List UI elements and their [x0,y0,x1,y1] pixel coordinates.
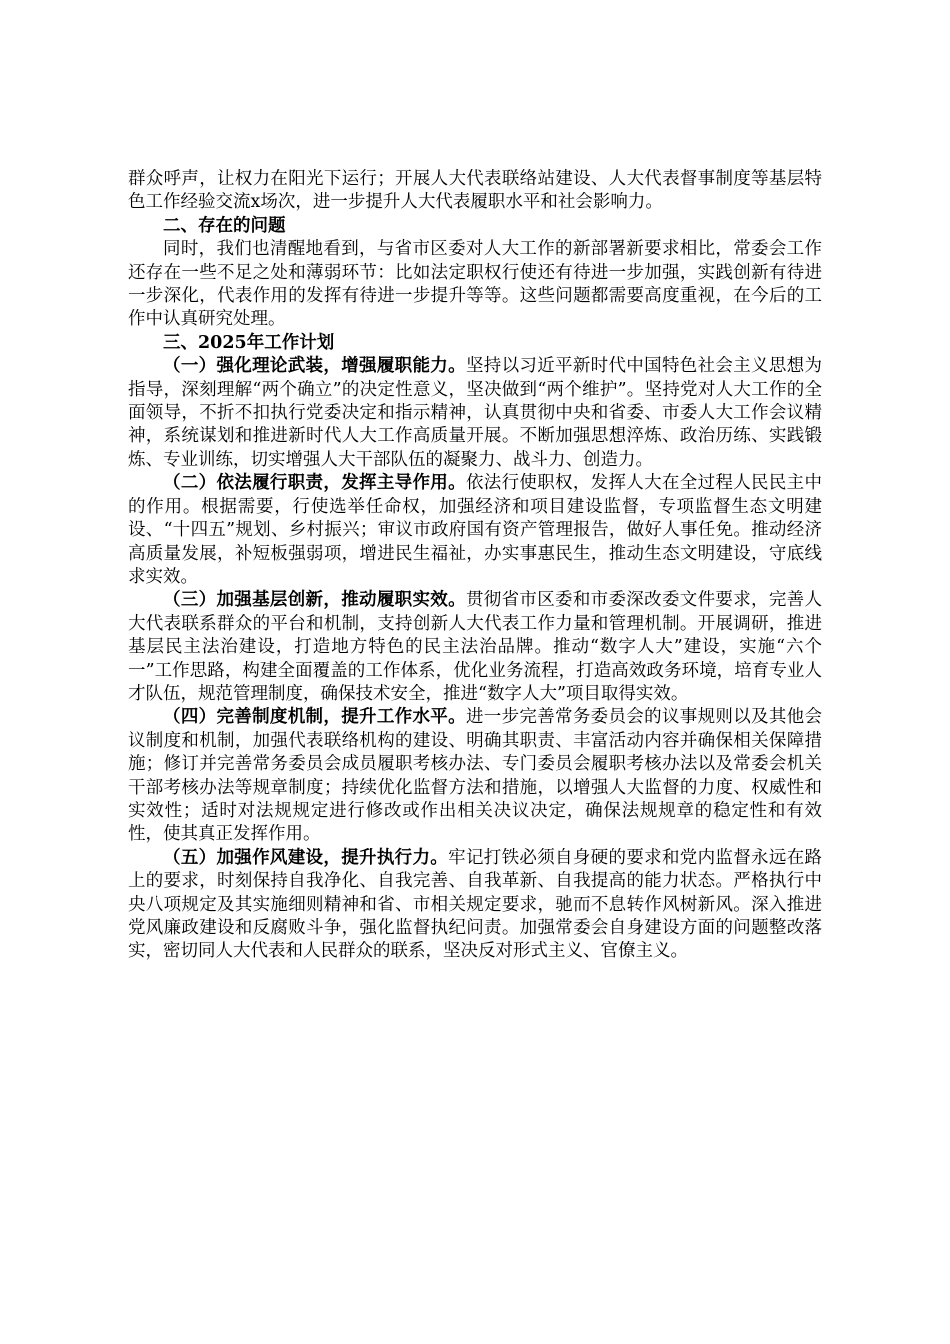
problems-paragraph: 同时，我们也清醒地看到，与省市区委对人大工作的新部署新要求相比，常委会工作还存在一些不足之处和薄弱环节：比如法定职权行使还有待进一步加强，实践创新有待进一步深化，代表作用的发挥有待进一步提升等等。这些问题都需要高度重视，在今后的工作中认真研究处理。 [128,239,822,330]
plan-item-2-body: 依法行使职权，发挥人大在全过程人民民主中的作用。根据需要，行使选举任命权，加强经济和项目建设监督，专项监督生态文明建设、“十四五”规划、乡村振兴；审议市政府国有资产管理报告，做好人事任免。推动经济高质量发展，补短板强弱项，增进民生福祉，办实事惠民生，推动生态文明建设，守底线求实效。 [128,473,823,587]
plan-item-3-title: （三）加强基层创新，推动履职实效。 [163,590,466,611]
plan-item-5 [128,847,822,964]
section-heading-problems: 二、存在的问题 [163,215,286,236]
plan-item-4-body: 进一步完善常务委员会的议事规则以及其他会议制度和机制，加强代表联络机构的建设、明确其职责、丰富活动内容并确保相关保障措施；修订并完善常务委员会成员履职考核办法、专门委员会履职考核办法以及常委会机关干部考核办法等规章制度；持续优化监督方法和措施，以增强人大监督的力度、权威性和实效性；适时对法规规定进行修改或作出相关决议决定，确保法规规章的稳定性和有效性，使其真正发挥作用。 [128,707,823,845]
plan-item-4 [128,706,822,846]
continuation-paragraph: 群众呼声，让权力在阳光下运行；开展人大代表联络站建设、人大代表督事制度等基层特色工作经验交流x场次，进一步提升人大代表履职水平和社会影响力。 [128,169,822,213]
section-heading-plan: 三、2025年工作计划 [163,332,335,353]
plan-item-2-title: （二）依法履行职责，发挥主导作用。 [163,473,466,494]
plan-item-2 [128,472,822,589]
plan-item-1 [128,355,822,472]
document-body [128,168,822,964]
plan-item-3 [128,589,822,706]
plan-item-3-body: 贯彻省市区委和市委深改委文件要求，完善人大代表联系群众的平台和机制，支持创新人大代表工作力量和管理机制。开展调研，推进基层民主法治建设，打造地方特色的民主法治品牌。推动“数字人大”建设，实施“六个一”工作思路，构建全面覆盖的工作体系，优化业务流程，打造高效政务环境，培育专业人才队伍，规范管理制度，确保技术安全，推进“数字人大”项目取得实效。 [128,590,823,704]
plan-item-1-body: 坚持以习近平新时代中国特色社会主义思想为指导，深刻理解“两个确立”的决定性意义，坚决做到“两个维护”。坚持党对人大工作的全面领导，不折不扣执行党委决定和指示精神，认真贯彻中央和省委、市委人大工作会议精神，系统谋划和推进新时代人大工作高质量开展。不断加强思想淬炼、政治历练、实践锻炼、专业训练，切实增强人大干部队伍的凝聚力、战斗力、创造力。 [128,356,823,470]
plan-item-5-body: 牢记打铁必须自身硬的要求和党内监督永远在路上的要求，时刻保持自我净化、自我完善、自我革新、自我提高的能力状态。严格执行中央八项规定及其实施细则精神和省、市相关规定要求，驰而不息转作风树新风。深入推进党风廉政建设和反腐败斗争，强化监督执纪问责。加强常委会自身建设方面的问题整改落实，密切同人大代表和人民群众的联系，坚决反对形式主义、官僚主义。 [128,847,823,962]
plan-item-1-title: （一）强化理论武装，增强履职能力。 [163,356,466,377]
plan-item-4-title: （四）完善制度机制，提升工作水平。 [163,707,466,728]
plan-item-5-title: （五）加强作风建设，提升执行力。 [163,847,449,868]
